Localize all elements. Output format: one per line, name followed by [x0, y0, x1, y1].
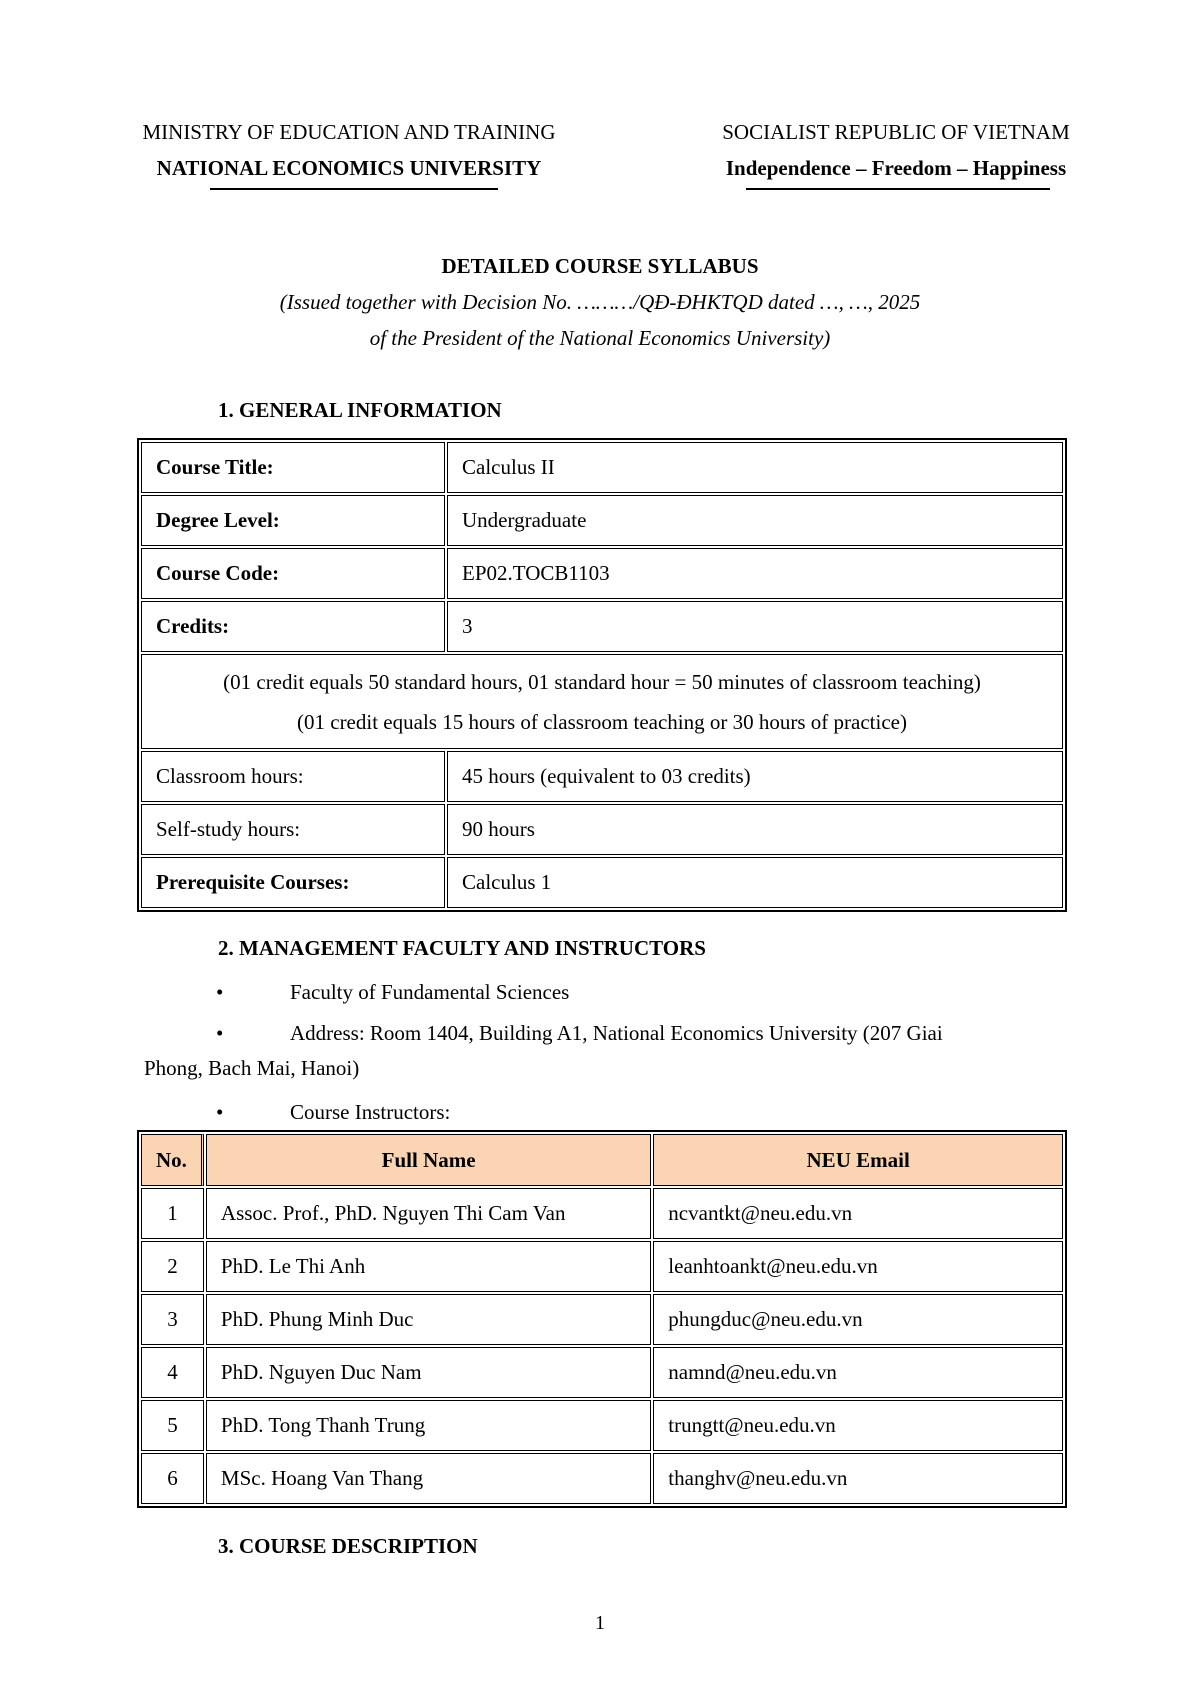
instructor-no: 3 [141, 1294, 204, 1345]
table-row [141, 442, 1063, 493]
section-heading-general-info: 1. GENERAL INFORMATION [218, 398, 502, 422]
instructor-name: PhD. Tong Thanh Trung [206, 1400, 651, 1451]
instructor-email: leanhtoankt@neu.edu.vn [653, 1241, 1063, 1292]
list-item [216, 1021, 943, 1046]
instructor-no: 2 [141, 1241, 204, 1292]
info-value: 90 hours [447, 804, 1063, 855]
credit-note-line1: (01 credit equals 50 standard hours, 01 standard hour = 50 minutes of classroom teaching) [223, 669, 981, 694]
info-value: Calculus II [447, 442, 1063, 493]
info-label: Classroom hours: [141, 751, 445, 802]
info-value: Undergraduate [447, 495, 1063, 546]
info-label: Credits: [141, 601, 445, 652]
info-label: Degree Level: [141, 495, 445, 546]
info-value: 45 hours (equivalent to 03 credits) [447, 751, 1063, 802]
instructor-name: PhD. Phung Minh Duc [206, 1294, 651, 1345]
table-row [141, 1188, 1063, 1239]
instructor-email: namnd@neu.edu.vn [653, 1347, 1063, 1398]
info-label: Prerequisite Courses: [141, 857, 445, 908]
table-row [141, 751, 1063, 802]
header-left-underline [210, 188, 498, 190]
table-row [141, 548, 1063, 599]
table-row [141, 654, 1063, 749]
page-number: 1 [595, 1612, 605, 1634]
instructor-name: PhD. Nguyen Duc Nam [206, 1347, 651, 1398]
table-row [141, 857, 1063, 908]
table-row [141, 1294, 1063, 1345]
table-row [141, 601, 1063, 652]
credit-note-line2: (01 credit equals 15 hours of classroom teaching or 30 hours of practice) [297, 709, 907, 734]
info-value: Calculus 1 [447, 857, 1063, 908]
ministry-name: MINISTRY OF EDUCATION AND TRAINING [142, 120, 556, 144]
instructor-no: 1 [141, 1188, 204, 1239]
instructors-label: Course Instructors: [290, 1100, 451, 1124]
national-motto: Independence – Freedom – Happiness [725, 156, 1067, 180]
info-label: Self-study hours: [141, 804, 445, 855]
credit-note [141, 654, 1063, 749]
faculty-name: Faculty of Fundamental Sciences [290, 980, 570, 1004]
info-label: Course Code: [141, 548, 445, 599]
table-row [141, 804, 1063, 855]
table-row [141, 495, 1063, 546]
university-name: NATIONAL ECONOMICS UNIVERSITY [156, 156, 542, 180]
header-right [688, 114, 1104, 186]
instructors-table [137, 1130, 1067, 1508]
header-right-underline [746, 188, 1050, 190]
general-info-table [137, 438, 1067, 912]
info-value: EP02.TOCB1103 [447, 548, 1063, 599]
instructor-no: 6 [141, 1453, 204, 1504]
instructor-email: ncvantkt@neu.edu.vn [653, 1188, 1063, 1239]
instructor-email: phungduc@neu.edu.vn [653, 1294, 1063, 1345]
list-item [216, 1100, 450, 1125]
address-line2: Phong, Bach Mai, Hanoi) [144, 1056, 360, 1080]
column-header-name: Full Name [206, 1134, 651, 1186]
list-item [216, 980, 569, 1005]
instructor-name: PhD. Le Thi Anh [206, 1241, 651, 1292]
bullet-icon: • [216, 1021, 224, 1045]
instructor-name: MSc. Hoang Van Thang [206, 1453, 651, 1504]
bullet-icon: • [216, 980, 224, 1004]
address-line1: Address: Room 1404, Building A1, National Economics University (207 Giai [290, 1021, 943, 1045]
bullet-icon: • [216, 1100, 224, 1124]
document-subtitle-line1: (Issued together with Decision No. ………/QĐ-ĐHKTQD dated …, …, 2025 [279, 290, 921, 314]
header-left [104, 114, 594, 186]
table-row [141, 1241, 1063, 1292]
document-subtitle-line2: of the President of the National Economics University) [369, 326, 831, 350]
table-header-row [141, 1134, 1063, 1186]
table-row [141, 1453, 1063, 1504]
instructor-no: 5 [141, 1400, 204, 1451]
instructor-name: Assoc. Prof., PhD. Nguyen Thi Cam Van [206, 1188, 651, 1239]
column-header-email: NEU Email [653, 1134, 1063, 1186]
table-row [141, 1347, 1063, 1398]
instructor-email: trungtt@neu.edu.vn [653, 1400, 1063, 1451]
info-value: 3 [447, 601, 1063, 652]
column-header-no: No. [141, 1134, 204, 1186]
instructor-email: thanghv@neu.edu.vn [653, 1453, 1063, 1504]
info-label: Course Title: [141, 442, 445, 493]
section-heading-course-description: 3. COURSE DESCRIPTION [218, 1534, 478, 1558]
republic-name: SOCIALIST REPUBLIC OF VIETNAM [722, 120, 1070, 144]
document-title: DETAILED COURSE SYLLABUS [441, 254, 759, 278]
table-row [141, 1400, 1063, 1451]
instructor-no: 4 [141, 1347, 204, 1398]
section-heading-management: 2. MANAGEMENT FACULTY AND INSTRUCTORS [218, 936, 706, 960]
